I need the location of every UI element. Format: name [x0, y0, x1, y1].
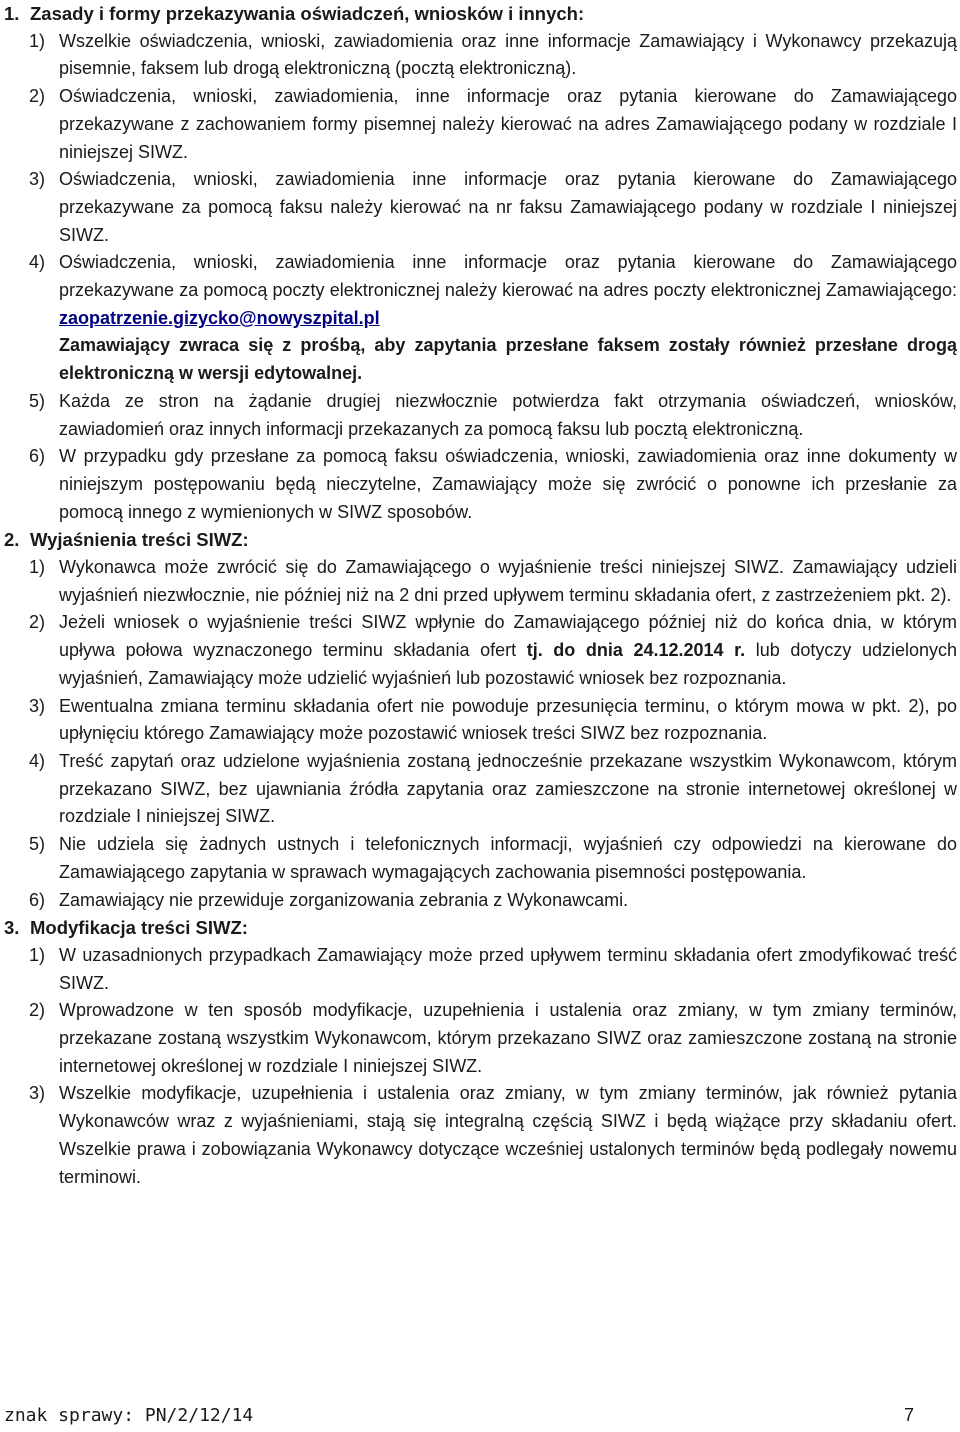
item-text-part: Jeżeli wniosek o wyjaśnienie treści SIWZ wpłynie do Zamawiającego później niż do końca dnia, w którym upływa połowa wyznaczonego terminu składania ofert [59, 612, 957, 661]
email-link[interactable]: zaopatrzenie.gizycko@nowyszpital.pl [59, 307, 380, 328]
item-text: Ewentualna zmiana terminu składania ofert nie powoduje przesunięcia terminu, o którym mowa w pkt. 2), po upłynięciu którego Zamawiający może pozostawić wniosek treści SIWZ bez rozpoznania. [59, 695, 957, 744]
section-number: 1. [4, 3, 20, 24]
item-text: W przypadku gdy przesłane za pomocą faksu oświadczenia, wnioski, zawiadomienia oraz inne dokumenty w niniejszym postępowaniu będą nieczytelne, Zamawiający może się zwrócić o ponowne ich przesłanie za pomocą innego z wymienionych w SIWZ sposobów. [59, 446, 957, 522]
list-item [4, 942, 957, 997]
list-item [4, 388, 957, 443]
item-text: Każda ze stron na żądanie drugiej niezwłocznie potwierdza fakt otrzymania oświadczeń, wniosków, zawiadomień oraz innych informacji przekazanych za pomocą faksu lub pocztą elektroniczną. [59, 390, 957, 439]
list-item [4, 609, 957, 692]
item-text-with-date [59, 609, 957, 692]
item-number: 4) [29, 750, 46, 771]
section-heading [4, 0, 957, 28]
section-3 [4, 914, 957, 1191]
item-number: 1) [29, 557, 46, 578]
deadline-date: tj. do dnia 24.12.2014 r. [526, 640, 746, 661]
list-item [4, 554, 957, 609]
item-number: 3) [29, 695, 46, 716]
list-item [4, 28, 957, 83]
bold-note: Zamawiający zwraca się z prośbą, aby zapytania przesłane faksem zostały również przesłane drogą elektroniczną w wersji edytowalnej. [59, 335, 957, 384]
list-item [4, 887, 957, 915]
list-item [4, 166, 957, 249]
section-title: Wyjaśnienia treści SIWZ: [30, 529, 249, 551]
list-item [4, 693, 957, 748]
item-number: 2) [29, 86, 46, 107]
section-number: 2. [4, 529, 20, 551]
section-title: Modyfikacja treści SIWZ: [30, 917, 248, 939]
list-item [4, 748, 957, 831]
list-item [4, 1080, 957, 1191]
list-item [4, 249, 957, 332]
item-number: 3) [29, 169, 46, 190]
section-1 [4, 0, 957, 526]
item-number: 1) [29, 944, 46, 965]
item-number: 4) [29, 252, 46, 273]
item-text: Zamawiający nie przewiduje zorganizowania zebrania z Wykonawcami. [59, 889, 629, 910]
item-text-part: lub dotyczy udzielonych wyjaśnień, Zamawiający może udzielić wyjaśnień lub pozostawić wniosek bez rozpoznania. [59, 640, 958, 688]
item-text: Oświadczenia, wnioski, zawiadomienia, inne informacje oraz pytania kierowane do Zamawiającego przekazywane z zachowaniem formy pisemnej należy kierować na adres Zamawiającego podany w rozdziale I niniejszej SIWZ. [59, 86, 957, 162]
page-footer [4, 1405, 914, 1426]
list-item [4, 83, 957, 166]
item-text: Oświadczenia, wnioski, zawiadomienia inne informacje oraz pytania kierowane do Zamawiającego przekazywane za pomocą poczty elektronicznej należy kierować na adres poczty elektronicznej Zamawiającego: [59, 252, 957, 301]
item-text: Wprowadzone w ten sposób modyfikacje, uzupełnienia i ustalenia oraz zmiany, w tym zmiany terminów, przekazane zostaną wszystkim Wykonawcom, którym przekazano SIWZ oraz zamieszczone zostaną na stronie internetowej określonej w rozdziale I niniejszej SIWZ. [59, 1000, 957, 1076]
list-item [4, 831, 957, 886]
list-item [4, 443, 957, 526]
item-text: Nie udziela się żadnych ustnych i telefonicznych informacji, wyjaśnień czy odpowiedzi na kierowane do Zamawiającego zapytania w sprawach wymagających zachowania pisemności postępowania. [59, 834, 957, 882]
page-number: 7 [903, 1405, 914, 1425]
item-number: 6) [29, 446, 46, 467]
section-2 [4, 526, 957, 914]
section-heading [4, 914, 957, 942]
item-number: 5) [29, 834, 46, 855]
item-number: 2) [29, 612, 46, 633]
item-text: W uzasadnionych przypadkach Zamawiający może przed upływem terminu składania ofert zmodyfikować treść SIWZ. [59, 944, 957, 993]
item-number: 3) [29, 1083, 46, 1104]
item-text: Oświadczenia, wnioski, zawiadomienia inne informacje oraz pytania kierowane do Zamawiającego przekazywane za pomocą faksu należy kierować na nr faksu Zamawiającego podany w rozdziale I niniejszej SIWZ. [59, 169, 957, 245]
item-text-with-email [59, 249, 957, 332]
document-page [4, 0, 957, 1191]
list-item [4, 997, 957, 1080]
item-text: Wykonawca może zwrócić się do Zamawiającego o wyjaśnienie treści niniejszej SIWZ. Zamawiający udzieli wyjaśnień niezwłocznie, nie później niż na 2 dni przed upływem terminu składania ofert, z zastrzeżeniem pkt. 2). [59, 557, 957, 605]
item-number: 2) [29, 1000, 46, 1021]
item-text: Treść zapytań oraz udzielone wyjaśnienia zostaną jednocześnie przekazane wszystkim Wykonawcom, którym przekazano SIWZ, bez ujawniania źródła zapytania oraz zamieszczone na stronie internetowej określonej w rozdziale I niniejszej SIWZ. [59, 750, 957, 827]
item-text: Wszelkie oświadczenia, wnioski, zawiadomienia oraz inne informacje Zamawiający i Wykonawcy przekazują pisemnie, faksem lub drogą elektroniczną (pocztą elektroniczną). [59, 30, 957, 79]
section-title: Zasady i formy przekazywania oświadczeń, wniosków i innych: [30, 3, 585, 24]
item-number: 5) [29, 390, 46, 411]
item-number: 6) [29, 889, 46, 910]
item-number: 1) [29, 30, 46, 51]
section-number: 3. [4, 917, 20, 939]
section-heading [4, 526, 957, 554]
case-number: znak sprawy: PN/2/12/14 [4, 1405, 254, 1426]
item-text: Wszelkie modyfikacje, uzupełnienia i ustalenia oraz zmiany, w tym zmiany terminów, jak również pytania Wykonawców wraz z wyjaśnieniami, stają się integralną częścią SIWZ i będą wiążące przy składaniu ofert. Wszelkie prawa i zobowiązania Wykonawcy dotyczące wcześniej ustalonych terminów będą podlegały nowemu terminowi. [59, 1083, 957, 1187]
